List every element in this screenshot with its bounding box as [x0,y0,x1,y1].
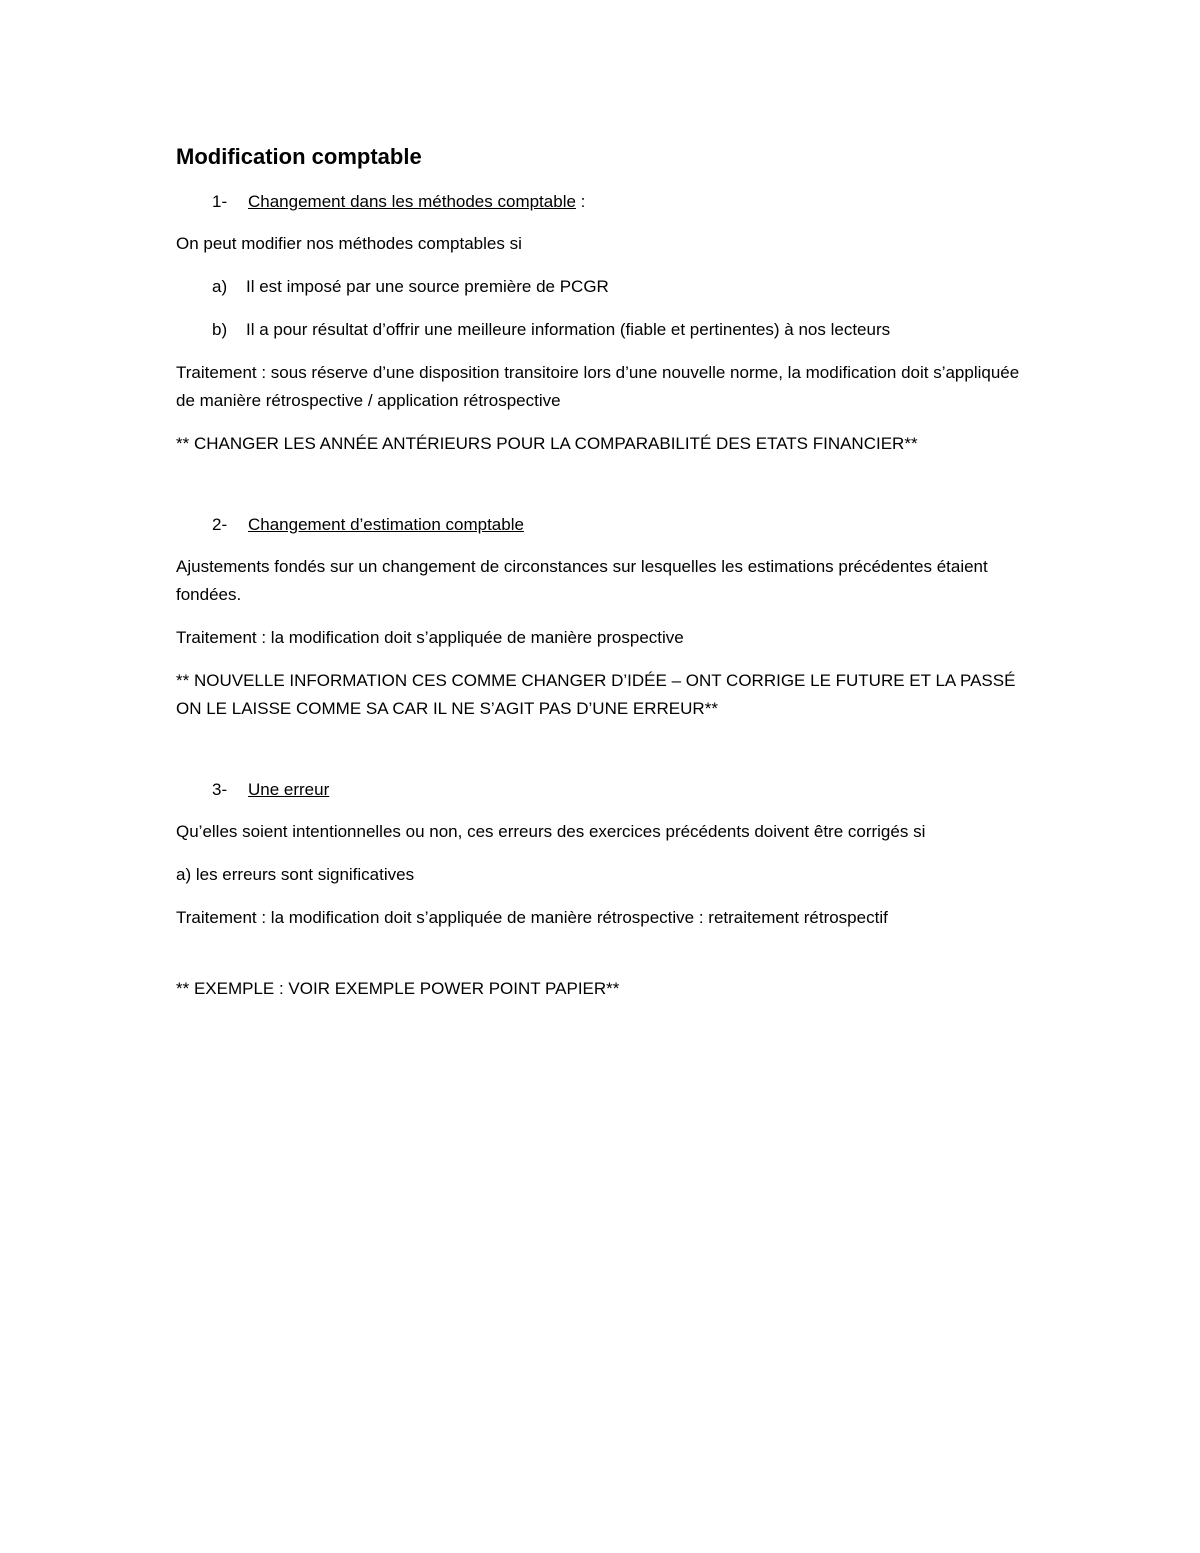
section-3-example: ** EXEMPLE : VOIR EXEMPLE POWER POINT PAPIER** [176,979,620,998]
section-1-item-a-marker: a) [212,277,228,296]
document-content [176,140,1036,1018]
section-3-heading [212,776,1036,804]
section-1-heading [212,188,1036,216]
section-3-treatment: Traitement : la modification doit s’appliquée de manière rétrospective : retraitement rétrospectif [176,908,888,927]
spacer [176,738,1036,776]
section-2-treatment: Traitement : la modification doit s’appliquée de manière prospective [176,628,684,647]
spacer [176,947,1036,975]
section-3-condition: a) les erreurs sont significatives [176,865,415,884]
section-2-description: Ajustements fondés sur un changement de circonstances sur lesquelles les estimations précédentes étaient fondées. [176,557,988,604]
section-1-treatment: Traitement : sous réserve d’une disposition transitoire lors d’une nouvelle norme, la modification doit s’appliquée de manière rétrospective / application rétrospective [176,363,1020,410]
spacer [176,473,1036,511]
section-1-item-b-marker: b) [212,320,228,339]
section-2-note: ** NOUVELLE INFORMATION CES COMME CHANGER D’IDÉE – ONT CORRIGE LE FUTURE ET LA PASSÉ ON LE LAISSE COMME SA CAR IL NE S’AGIT PAS D’UNE ERREUR** [176,671,1016,718]
section-3-number: 3- [212,780,228,799]
section-3-description: Qu’elles soient intentionnelles ou non, ces erreurs des exercices précédents doivent être corrigés si [176,822,926,841]
section-1-item-b-text: Il a pour résultat d’offrir une meilleure information (fiable et pertinentes) à nos lecteurs [246,320,891,339]
section-3-heading-text: Une erreur [248,780,330,799]
section-2-heading [212,511,1036,539]
section-1-heading-wrap [248,188,585,216]
section-2-number: 2- [212,515,228,534]
document-title: Modification comptable [176,144,422,169]
section-1-item-a [212,273,1036,301]
section-1-note: ** CHANGER LES ANNÉE ANTÉRIEURS POUR LA COMPARABILITÉ DES ETATS FINANCIER** [176,434,918,453]
section-1-intro: On peut modifier nos méthodes comptables si [176,234,522,253]
section-1-heading-suffix: : [575,192,586,211]
section-1-heading-text: Changement dans les méthodes comptable [248,192,576,211]
section-1-item-a-text: Il est imposé par une source première de PCGR [246,277,609,296]
section-2-heading-text: Changement d’estimation comptable [248,515,524,534]
section-1-number: 1- [212,192,228,211]
section-1-item-b [212,316,1036,344]
